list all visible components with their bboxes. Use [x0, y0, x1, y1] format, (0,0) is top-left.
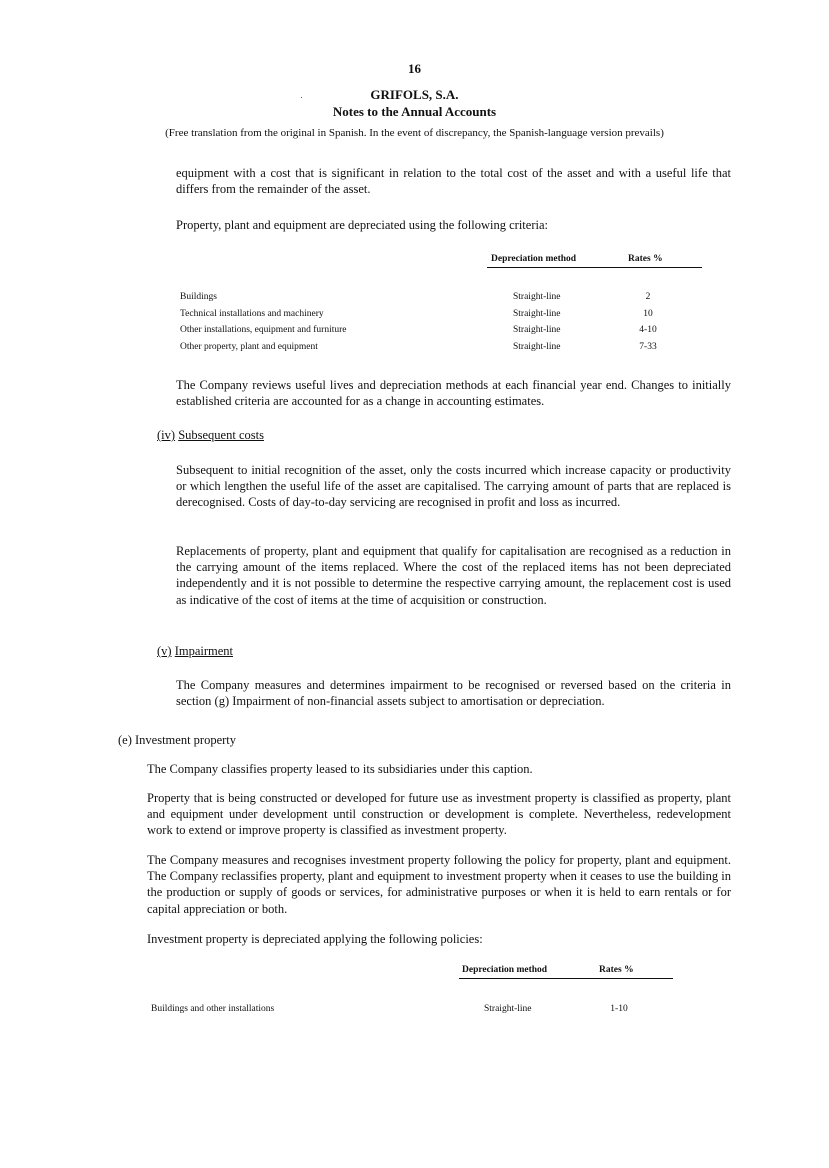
ppe-table-header-rule: [487, 267, 702, 268]
table-row-rate: 2: [645, 292, 651, 302]
subsequent-costs-title: Subsequent costs: [178, 428, 264, 442]
investment-property-paragraph-3: The Company measures and recognises investment property following the policy for property, plant and equipment. The Company reclassifies property, plant and equipment to investment property when it ceases to use the building in the production or supply of goods or services, for administrative purposes or when it is held to earn rentals or for capital appreciation or both.: [147, 853, 731, 916]
table-row-rate: 10: [643, 309, 653, 319]
table-row-rate: 1-10: [610, 1004, 628, 1014]
table-row-rate: 4-10: [639, 325, 657, 335]
investment-property-heading: (e) Investment property: [118, 733, 237, 747]
table-row-item: Buildings and other installations: [151, 1004, 275, 1014]
table-row-method: Straight-line: [513, 325, 561, 335]
company-name: GRIFOLS, S.A.: [370, 87, 459, 102]
translation-notice: (Free translation from the original in Spanish. In the event of discrepancy, the Spanish-language version prevails): [165, 127, 664, 139]
ppe-table-header-method: Depreciation method: [491, 254, 577, 264]
subsequent-costs-paragraph-1: Subsequent to initial recognition of the asset, only the costs incurred which increase capacity or productivity or which lengthen the useful life of the asset are capitalised. The carrying amount of parts that are replaced is derecognised. Costs of day-to-day servicing are recognised in profit and loss as incurred.: [176, 463, 731, 510]
table-row-item: Other installations, equipment and furniture: [180, 325, 347, 335]
table-row-item: Buildings: [180, 292, 217, 302]
ip-table-header-method: Depreciation method: [462, 965, 548, 975]
ip-table-header-rule: [459, 978, 673, 979]
subsequent-costs-number: (iv): [157, 428, 176, 442]
investment-property-paragraph-2: Property that is being constructed or developed for future use as investment property is classified as property, plant and equipment under development until construction or development is complete. Nevertheless, redevelopment work to extend or improve property is classified as investment property.: [147, 791, 731, 838]
impairment-heading: [157, 644, 233, 659]
ppe-table-header-rates: Rates %: [628, 254, 663, 264]
table-row-item: Technical installations and machinery: [180, 309, 324, 319]
impairment-paragraph: The Company measures and determines impairment to be recognised or reversed based on the criteria in section (g) Impairment of non-financial assets subject to amortisation or depreciation.: [176, 678, 731, 709]
subsequent-costs-paragraph-2: Replacements of property, plant and equipment that qualify for capitalisation are recognised as a reduction in the carrying amount of the items replaced. Where the cost of the replaced items has not been depreciated independently and it is not possible to determine the respective carrying amount, the replacement cost is used as indicative of the cost of items at the time of acquisition or construction.: [176, 544, 731, 607]
criteria-intro: Property, plant and equipment are depreciated using the following criteria:: [176, 218, 548, 232]
review-paragraph: The Company reviews useful lives and depreciation methods at each financial year end. Changes to initially established criteria are accounted for as a change in accounting estimates.: [176, 378, 731, 409]
table-row-method: Straight-line: [513, 342, 561, 352]
investment-property-paragraph-1: The Company classifies property leased to its subsidiaries under this caption.: [147, 762, 533, 776]
continuation-paragraph: equipment with a cost that is significant in relation to the total cost of the asset and with a useful life that differs from the remainder of the asset.: [176, 166, 731, 197]
table-row-method: Straight-line: [513, 292, 561, 302]
table-row-method: Straight-line: [484, 1004, 532, 1014]
subsequent-costs-heading: [157, 428, 264, 443]
page-number: 16: [408, 61, 421, 76]
impairment-number: (v): [157, 644, 172, 658]
table-row-method: Straight-line: [513, 309, 561, 319]
table-row-rate: 7-33: [639, 342, 657, 352]
impairment-title: Impairment: [174, 644, 234, 658]
ip-table-header-rates: Rates %: [599, 965, 634, 975]
table-row-item: Other property, plant and equipment: [180, 342, 318, 352]
investment-property-paragraph-4: Investment property is depreciated applying the following policies:: [147, 932, 483, 946]
document-subtitle: Notes to the Annual Accounts: [332, 104, 497, 119]
